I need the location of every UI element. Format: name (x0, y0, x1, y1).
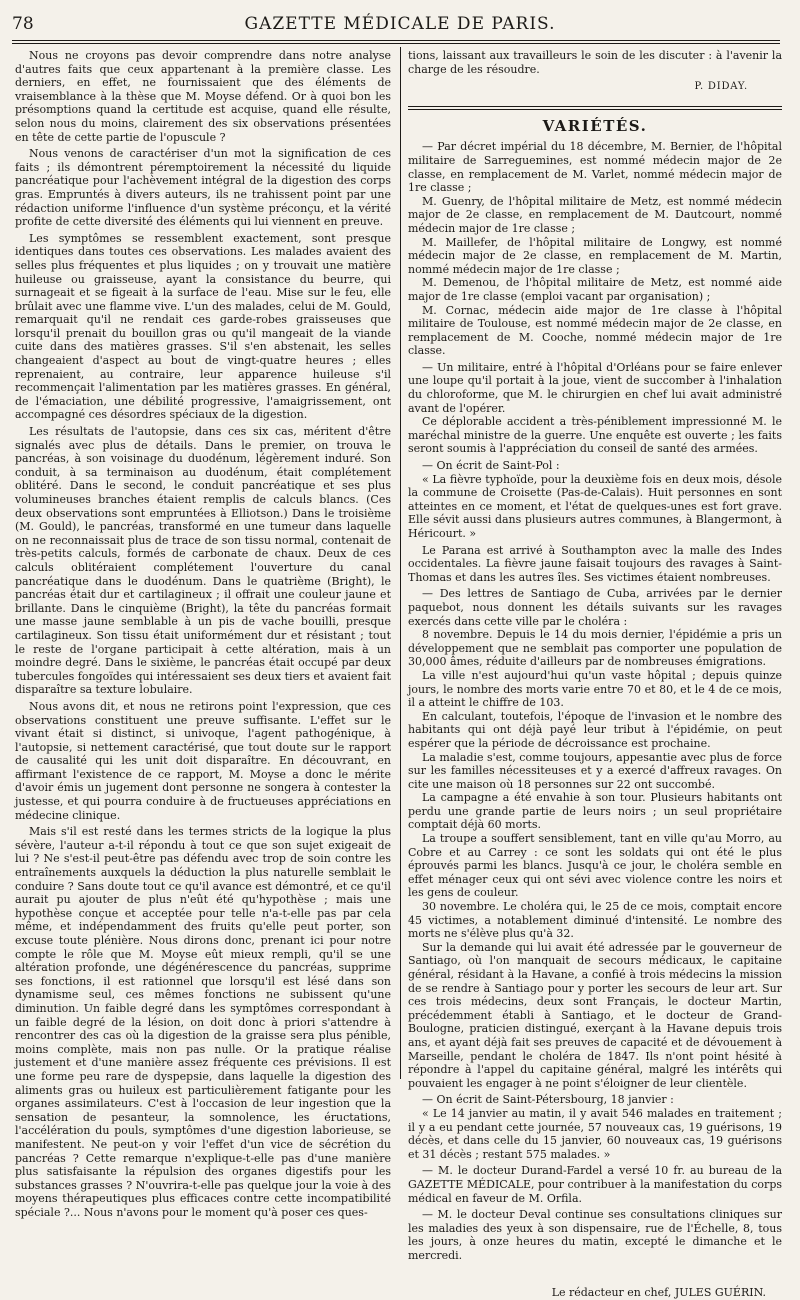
news-item: Le Parana est arrivé à Southampton avec la malle des Indes occidentales. La fièvre jaune faisait toujours des ravages à Saint-Thomas et dans les autres îles. Ses victimes étaient nombreuses. (408, 543, 782, 584)
news-item: La maladie s'est, comme toujours, appesantie avec plus de force sur les familles nécessiteuses et y a exercé d'affreux ravages. On cite une maison où 18 personnes sur 22 ont succombé. (408, 750, 782, 791)
news-item: M. Demenou, de l'hôpital militaire de Metz, est nommé aide major de 1re classe (emploi vacant par organisation) ; (408, 276, 782, 303)
continuation-text: tions, laissant aux travailleurs le soin de les discuter : à l'avenir la charge de les résoudre. (408, 49, 782, 76)
news-item: — On écrit de Saint-Pétersbourg, 18 janvier : (422, 1093, 674, 1107)
news-item: — M. le docteur Durand-Fardel a versé 10 fr. au bureau de la GAZETTE MÉDICALE, pour contribuer à la manifestation du corps médical en faveur de M. Orfila. (408, 1164, 782, 1205)
header-rule (12, 40, 780, 41)
news-item: En calculant, toutefois, l'époque de l'invasion et le nombre des habitants qui ont déjà payé leur tribut à l'épidémie, on peut espérer que la période de décroissance est prochaine. (408, 709, 782, 750)
running-title: GAZETTE MÉDICALE DE PARIS. (244, 14, 556, 34)
news-item: « La fièvre typhoïde, pour la deuxième fois en deux mois, désole la commune de Croisette (Pas-de-Calais). Huit personnes en sont atteintes en ce moment, et l'état de quelques-unes est fort grave. Elle sévit aussi dans plusieurs autres communes, à Blangermont, à Héricourt. » (408, 472, 782, 540)
paragraph: Mais s'il est resté dans les termes stricts de la logique la plus sévère, l'auteur a-t-il répondu à tout ce que son sujet exigeait de lui ? Ne s'est-il peut-être pas défendu avec trop de soin contre les entraînements auxquels la déduction la plus naturelle semblait le conduire ? Sans doute tout ce qu'il avance est démontré, et ce qu'il aurait pu ajouter de plus n'eût été qu'hypothèse ; mais une hypothèse conçue et acceptée pour telle n'a-t-elle pas par cela même, et indépendamment des fruits qu'elle peut porter, son excuse toute plénière. Nous dirons donc, prenant ici pour notre compte le rôle que M. Moyse eût mieux rempli, qu'il se une altération profonde, une dégénérescence du pancréas, supprime ses fonctions, il est rationnel que lorsqu'il est lésé dans son dynamisme seul, ces mêmes fonctions ne subissent qu'une diminution. Un faible degré dans les symptômes correspondant à un faible degré de la lésion, on doit donc à priori s'attendre à rencontrer des cas où la digestion de la graisse sera plus pénible, moins complète, mais non pas nulle. Or la pratique réalise justement et d'une manière assez fréquente ces prévisions. Il est une forme peu rare de dyspepsie, dans laquelle la digestion des aliments gras ou huileux est particulièrement fatigante pour les organes assimilateurs. C'est à l'occasion de leur ingestion que la sensation de pesanteur, la somnolence, les éructations, l'accélération du pouls, symptômes d'une digestion laborieuse, se manifestent. Ne peut-on y voir l'effet d'un vice de sécrétion du pancréas ? Cette remarque n'explique-t-elle pas d'une manière plus satisfaisante la répulsion des organes digestifs pour les substances grasses ? N'ouvrira-t-elle pas quelque jour la voie à des moyens thérapeutiques plus efficaces contre cette incompatibilité spéciale ?... Nous n'avons pour le moment qu'à poser ces ques- (15, 825, 391, 1219)
news-item: M. Guenry, de l'hôpital militaire de Metz, est nommé médecin major de 2e classe, en remplacement de M. Dautcourt, nommé médecin major de 1re classe ; (408, 194, 782, 235)
news-item: « Le 14 janvier au matin, il y avait 546 malades en traitement ; il y a eu pendant cette journée, 57 nouveaux cas, 19 guérisons, 19 décès, et dans celle du 15 janvier, 60 nouveaux cas, 19 guérisons et 31 décès ; restant 575 malades. » (408, 1106, 782, 1161)
news-item: 30 novembre. Le choléra qui, le 25 de ce mois, comptait encore 45 victimes, a notablement diminué d'intensité. Le nombre des morts ne s'élève plus qu'à 32. (408, 900, 782, 941)
section-rule (408, 106, 782, 110)
news-item: — Un militaire, entré à l'hôpital d'Orléans pour se faire enlever une loupe qu'il portait à la joue, vient de succomber à l'inhalation du chloroforme, que M. le chirurgien en chef lui avait administré avant de l'opérer. (408, 360, 782, 415)
left-column (15, 49, 391, 1219)
news-item: 8 novembre. Depuis le 14 du mois dernier, l'épidémie a pris un développement que ne semblait pas comporter une population de 30,000 âmes, réduite d'ailleurs par de nombreuses émigrations. (408, 628, 782, 669)
author-signature: P. DIDAY. (694, 81, 748, 93)
news-item: — Par décret impérial du 18 décembre, M. Bernier, de l'hôpital militaire de Sarreguemines, est nommé médecin major de 2e classe, en remplacement de M. Varlet, nommé médecin major de 1re classe ; (408, 140, 782, 195)
paragraph: Nous avons dit, et nous ne retirons point l'expression, que ces observations constituent une preuve suffisante. L'effet sur le vivant était si distinct, si univoque, l'agent pathogénique, à l'autopsie, si nettement caractérisé, que tout doute sur le rapport de causalité qui les unit doit disparaître. En découvrant, en affirmant l'existence de ce rapport, M. Moyse a donc le mérite d'avoir émis un jugement dont personne ne songera à contester la justesse, et qui pourra conduire à de fructueuses appréciations en médecine clinique. (15, 699, 391, 822)
header-rule-thin (12, 43, 780, 44)
news-item: M. Maillefer, de l'hôpital militaire de Longwy, est nommé médecin major de 2e classe, en remplacement de M. Martin, nommé médecin major de 1re classe ; (408, 235, 782, 276)
news-item: — On écrit de Saint-Pol : (422, 459, 560, 473)
paragraph: Les résultats de l'autopsie, dans ces six cas, méritent d'être signalés avec plus de détails. Dans le premier, on trouva le pancréas, à son voisinage du duodénum, légèrement induré. Son conduit, à sa terminaison au duodénum, était complétement oblitéré. Dans le second, le conduit pancréatique et ses plus volumineuses branches étaient remplis de calculs blancs. (Ces deux observations sont empruntées à Elliotson.) Dans le troisième (M. Gould), le pancréas, transformé en une tumeur dans laquelle on ne reconnaissait plus de trace de son tissu normal, contenait de très-petits calculs, formés de carbonate de chaux. Deux de ces calculs oblitéraient complétement l'ouverture du canal pancréatique dans le duodénum. Dans le quatrième (Bright), le pancréas était dur et cartilagineux ; il offrait une couleur jaune et brillante. Dans le cinquième (Bright), la tête du pancréas formait une masse jaune semblable à un pis de vache bouilli, presque cartilagineux. Son tissu était uniformément dur et résistant ; tout le reste de l'organe participait à cette altération, mais à un moindre degré. Dans le sixième, le pancréas était occupé par deux tubercules fongoïdes qui intéressaient ses deux tiers et avaient fait disparaître sa texture lobulaire. (15, 425, 391, 697)
news-item: La troupe a souffert sensiblement, tant en ville qu'au Morro, au Cobre et au Carrey : ce sont les soldats qui ont été le plus éprouvés parmi les blancs. Jusqu'à ce jour, le choléra semble en effet ménager ceux qui ont sévi avec violence contre les noirs et les gens de couleur. (408, 832, 782, 900)
paragraph: Les symptômes se ressemblent exactement, sont presque identiques dans toutes ces observations. Les malades avaient des selles plus fréquentes et plus liquides ; on y trouvait une matière huileuse ou graisseuse, ayant la consistance du beurre, qui surnageait et se figeait à la surface de l'eau. Mise sur le feu, elle brûlait avec une flamme vive. L'un des malades, celui de M. Gould, remarquait qu'il ne rendait ces garde-robes graisseuses que lorsqu'il prenait du bouillon gras ou qu'il mangeait de la viande cuite dans des matières grasses. S'il s'en abstenait, les selles changeaient d'aspect au bout de vingt-quatre heures ; elles reprenaient, au contraire, leur apparence huileuse s'il recommençait l'alimentation par les matières grasses. En général, de l'émaciation, une débilité progressive, l'amaigrissement, ont accompagné ces désordres spéciaux de la digestion. (15, 231, 391, 422)
page-number: 78 (12, 14, 34, 34)
column-divider (400, 47, 401, 1079)
section-title: VARIÉTÉS. (542, 116, 648, 135)
news-item: M. Cornac, médecin aide major de 1re classe à l'hôpital militaire de Toulouse, est nommé médecin major de 2e classe, en remplacement de M. Cooche, nommé médecin major de 1re classe. (408, 303, 782, 358)
page-header (0, 0, 800, 40)
right-column (408, 49, 782, 1300)
news-item: Ce déplorable accident a très-péniblement impressionné M. le maréchal ministre de la guerre. Une enquête est ouverte ; les faits seront soumis à l'appréciation du conseil de santé des armées. (408, 415, 782, 456)
news-item: — M. le docteur Deval continue ses consultations cliniques sur les maladies des yeux à son dispensaire, rue de l'Échelle, 8, tous les jours, à onze heures du matin, excepté le dimanche et le mercredi. (408, 1208, 782, 1262)
editor-signature: Le rédacteur en chef, JULES GUÉRIN. (551, 1286, 766, 1300)
paragraph: Nous venons de caractériser d'un mot la signification de ces faits ; ils démontrent péremptoirement la nécessité du liquide pancréatique pour l'achèvement intégral de la digestion des corps gras. Empruntés à divers auteurs, ils ne trahissent point par une rédaction uniforme l'influence d'un système préconçu, et la vérité profite de cette diversité des éléments qui lui viennent en preuve. (15, 147, 391, 229)
news-item: — Des lettres de Santiago de Cuba, arrivées par le dernier paquebot, nous donnent les détails suivants sur les ravages exercés dans cette ville par le choléra : (408, 587, 782, 628)
news-item: La ville n'est aujourd'hui qu'un vaste hôpital ; depuis quinze jours, le nombre des morts varie entre 70 et 80, et le 4 de ce mois, il a atteint le chiffre de 103. (408, 668, 782, 710)
news-item: La campagne a été envahie à son tour. Plusieurs habitants ont perdu une grande partie de leurs noirs ; un seul propriétaire comptait déjà 60 morts. (408, 791, 782, 832)
news-item: Sur la demande qui lui avait été adressée par le gouverneur de Santiago, où l'on manquait de secours médicaux, le capitaine général, résidant à la Havane, a confié à trois médecins la mission de se rendre à Santiago pour y porter les secours de leur art. Sur ces trois médecins, deux sont Français, le docteur Martin, précédemment établi à Santiago, et le docteur de Grand-Boulogne, praticien distingué, exerçant à la Havane depuis trois ans, et ayant déjà fait ses preuves de capacité et de dévouement à Marseille, pendant le choléra de 1847. Ils n'ont point hésité à répondre à l'appel du capitaine général, malgré les intérêts qui pouvaient les engager à ne point s'éloigner de leur clientèle. (408, 940, 782, 1090)
paragraph: Nous ne croyons pas devoir comprendre dans notre analyse d'autres faits que ceux appartenant à la première classe. Les derniers, en effet, ne fournissaient que des éléments de vraisemblance à la thèse que M. Moyse défend. Or à quoi bon les présomptions quand la certitude est acquise, quand elle résulte, selon nous du moins, clairement des six observations présentées en tête de cette partie de l'opuscule ? (15, 49, 391, 144)
